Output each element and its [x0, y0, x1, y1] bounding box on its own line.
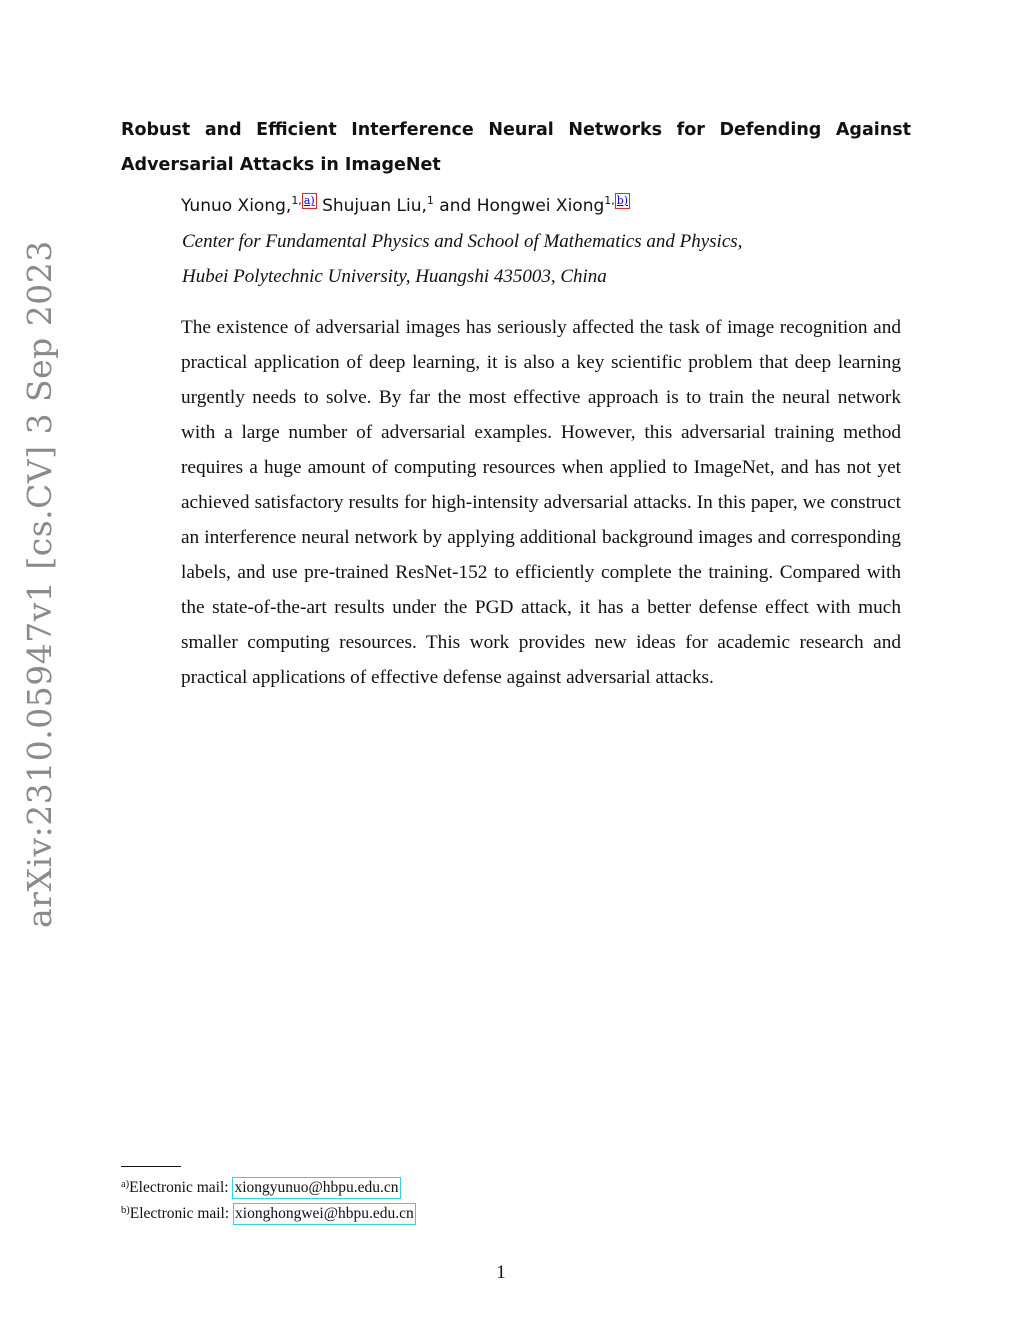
author-name: Shujuan Liu,: [322, 196, 427, 216]
author-name: Yunuo Xiong,: [181, 196, 292, 216]
author-connector: and: [439, 196, 472, 216]
footnote-b: [121, 1203, 416, 1225]
footnote-label: Electronic mail:: [129, 1205, 230, 1222]
author-affiliation-marker: 1, b): [604, 194, 629, 207]
footnote-divider: [121, 1166, 181, 1167]
affiliation-line: Hubei Polytechnic University, Huangshi 435003, China: [182, 266, 607, 287]
footnote-a: [121, 1177, 401, 1199]
footnote-marker: b): [121, 1205, 130, 1216]
footnote-label: Electronic mail:: [129, 1179, 229, 1196]
email-link-b[interactable]: xionghongwei@hbpu.edu.cn: [233, 1203, 416, 1225]
author-name: Hongwei Xiong: [476, 196, 605, 216]
paper-title: Robust and Efficient Interference Neural Networks for Defending Against Adversarial Attacks in ImageNet: [121, 120, 911, 175]
abstract: The existence of adversarial images has seriously affected the task of image recognition and practical application of deep learning, it is also a key scientific problem that deep learning urgently needs to solve. By far the most effective approach is to train the neural network with a large number of adversarial examples. However, this adversarial training method requires a huge amount of computing resources when applied to ImageNet, and has not yet achieved satisfactory results for high-intensity adversarial attacks. In this paper, we construct an interference neural network by applying additional background images and corresponding labels, and use pre-trained ResNet-152 to efficiently complete the training. Compared with the state-of-the-art results under the PGD attack, it has a better defense effect with much smaller computing resources. This work provides new ideas for academic research and practical applications of effective defense against adversarial attacks.: [181, 317, 901, 688]
author-list: [181, 193, 630, 218]
page-number: 1: [496, 1262, 506, 1283]
footnote-link-b[interactable]: b): [616, 194, 629, 207]
author-affiliation-marker: 1: [426, 194, 434, 207]
arxiv-identifier-stamp: arXiv:2310.05947v1 [cs.CV] 3 Sep 2023: [20, 240, 59, 928]
footnote-link-a[interactable]: a): [303, 194, 315, 207]
email-link-a[interactable]: xiongyunuo@hbpu.edu.cn: [232, 1177, 400, 1199]
author-affiliation-marker: 1, a): [291, 194, 315, 207]
footnote-marker: a): [121, 1179, 130, 1190]
affiliation-line: Center for Fundamental Physics and School of Mathematics and Physics,: [182, 231, 743, 252]
affiliation: [182, 224, 742, 294]
